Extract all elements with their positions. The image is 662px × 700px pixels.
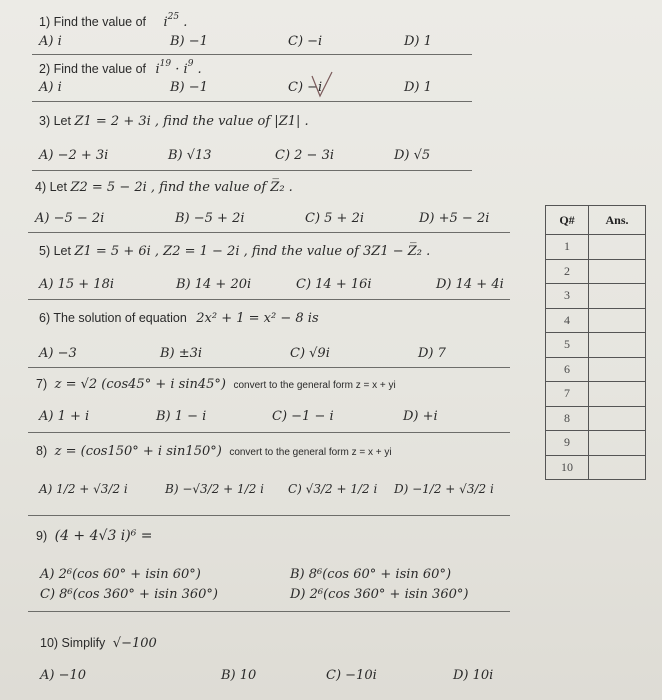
answer-row <box>546 406 646 431</box>
divider <box>32 54 472 55</box>
answer-cell[interactable] <box>589 235 646 260</box>
q6-option-d: D) 7 <box>418 346 446 361</box>
row-number: 8 <box>546 406 589 431</box>
q6-option-c: C) √9i <box>290 346 330 361</box>
divider <box>28 367 510 368</box>
answer-cell[interactable] <box>589 308 646 333</box>
q7-option-c: C) −1 − i <box>272 409 334 424</box>
row-number: 9 <box>546 431 589 456</box>
q7-option-b: B) 1 − i <box>156 409 207 424</box>
answer-table-header <box>546 206 646 235</box>
question-9-prompt: 9) (4 + 4√3 i)⁶ = <box>36 528 153 544</box>
q9-option-d: D) 2⁶(cos 360° + isin 360°) <box>290 587 469 602</box>
row-number: 7 <box>546 382 589 407</box>
header-question-number: Q# <box>546 206 589 235</box>
q4-option-b: B) −5 + 2i <box>175 211 245 226</box>
q8-option-d: D) −1/2 + √3/2 i <box>394 482 494 496</box>
row-number: 10 <box>546 455 589 480</box>
divider <box>28 515 510 516</box>
q5-option-a: A) 15 + 18i <box>39 277 114 292</box>
q9-option-c: C) 8⁶(cos 360° + isin 360°) <box>40 587 218 602</box>
answer-row <box>546 308 646 333</box>
q7-option-d: D) +i <box>403 409 438 424</box>
question-1-prompt: 1) Find the value of $i^{25}$ . <box>39 12 188 30</box>
q10-option-b: B) 10 <box>221 668 257 683</box>
q4-option-c: C) 5 + 2i <box>305 211 365 226</box>
q1-option-d: D) 1 <box>404 34 432 49</box>
divider <box>28 432 510 433</box>
answer-cell[interactable] <box>589 382 646 407</box>
answer-row <box>546 382 646 407</box>
answer-row <box>546 235 646 260</box>
header-answer: Ans. <box>589 206 646 235</box>
answer-cell[interactable] <box>589 259 646 284</box>
q4-option-a: A) −5 − 2i <box>35 211 105 226</box>
question-10-prompt: 10) Simplify √−100 <box>40 636 157 651</box>
answer-cell[interactable] <box>589 357 646 382</box>
question-4-prompt: 4) Let Z2 = 5 − 2i , find the value of Z̅₂ . <box>35 180 293 195</box>
answer-table <box>545 205 646 480</box>
answer-cell[interactable] <box>589 284 646 309</box>
answer-cell[interactable] <box>589 455 646 480</box>
q6-option-a: A) −3 <box>39 346 77 361</box>
q1-option-a: A) i <box>39 34 62 49</box>
q3-option-a: A) −2 + 3i <box>39 148 109 163</box>
divider <box>28 232 510 233</box>
q1-option-c: C) −i <box>288 34 323 49</box>
q2-option-c: C) −i <box>288 80 323 95</box>
q9-option-b: B) 8⁶(cos 60° + isin 60°) <box>290 567 452 582</box>
q5-option-c: C) 14 + 16i <box>296 277 372 292</box>
answer-row <box>546 259 646 284</box>
row-number: 4 <box>546 308 589 333</box>
answer-row <box>546 431 646 456</box>
question-2-prompt: 2) Find the value of $i^{19} \cdot i^9$ . <box>39 59 202 77</box>
question-3-prompt: 3) Let Z1 = 2 + 3i , find the value of |Z1| . <box>39 114 309 129</box>
answer-row <box>546 333 646 358</box>
divider <box>28 611 510 612</box>
answer-cell[interactable] <box>589 431 646 456</box>
question-7-prompt: 7) z = √2 (cos45° + i sin45°) convert to the general form z = x + yi <box>36 377 396 392</box>
question-6-prompt: 6) The solution of equation 2x² + 1 = x² − 8 is <box>39 311 319 326</box>
divider <box>28 299 510 300</box>
q8-option-b: B) −√3/2 + 1/2 i <box>165 482 264 496</box>
q4-option-d: D) +5 − 2i <box>419 211 490 226</box>
q3-option-b: B) √13 <box>168 148 212 163</box>
q10-option-a: A) −10 <box>40 668 87 683</box>
answer-row <box>546 284 646 309</box>
answer-cell[interactable] <box>589 406 646 431</box>
q7-option-a: A) 1 + i <box>39 409 90 424</box>
row-number: 5 <box>546 333 589 358</box>
q10-option-c: C) −10i <box>326 668 377 683</box>
q2-option-b: B) −1 <box>170 80 208 95</box>
q10-option-d: D) 10i <box>453 668 494 683</box>
question-8-prompt: 8) z = (cos150° + i sin150°) convert to the general form z = x + yi <box>36 444 392 459</box>
divider <box>32 170 472 171</box>
q8-option-c: C) √3/2 + 1/2 i <box>288 482 378 496</box>
row-number: 2 <box>546 259 589 284</box>
row-number: 3 <box>546 284 589 309</box>
q5-option-d: D) 14 + 4i <box>436 277 504 292</box>
q3-option-d: D) √5 <box>394 148 431 163</box>
handwritten-check-mark <box>308 70 338 102</box>
row-number: 6 <box>546 357 589 382</box>
answer-row <box>546 357 646 382</box>
answer-row <box>546 455 646 480</box>
divider <box>32 101 472 102</box>
q8-option-a: A) 1/2 + √3/2 i <box>39 482 128 496</box>
q3-option-c: C) 2 − 3i <box>275 148 335 163</box>
q6-option-b: B) ±3i <box>160 346 203 361</box>
q1-option-b: B) −1 <box>170 34 208 49</box>
answer-cell[interactable] <box>589 333 646 358</box>
row-number: 1 <box>546 235 589 260</box>
q2-option-a: A) i <box>39 80 62 95</box>
question-5-prompt: 5) Let Z1 = 5 + 6i , Z2 = 1 − 2i , find the value of 3Z1 − Z̅₂ . <box>39 244 431 259</box>
q9-option-a: A) 2⁶(cos 60° + isin 60°) <box>40 567 201 582</box>
q2-option-d: D) 1 <box>404 80 432 95</box>
q5-option-b: B) 14 + 20i <box>176 277 252 292</box>
